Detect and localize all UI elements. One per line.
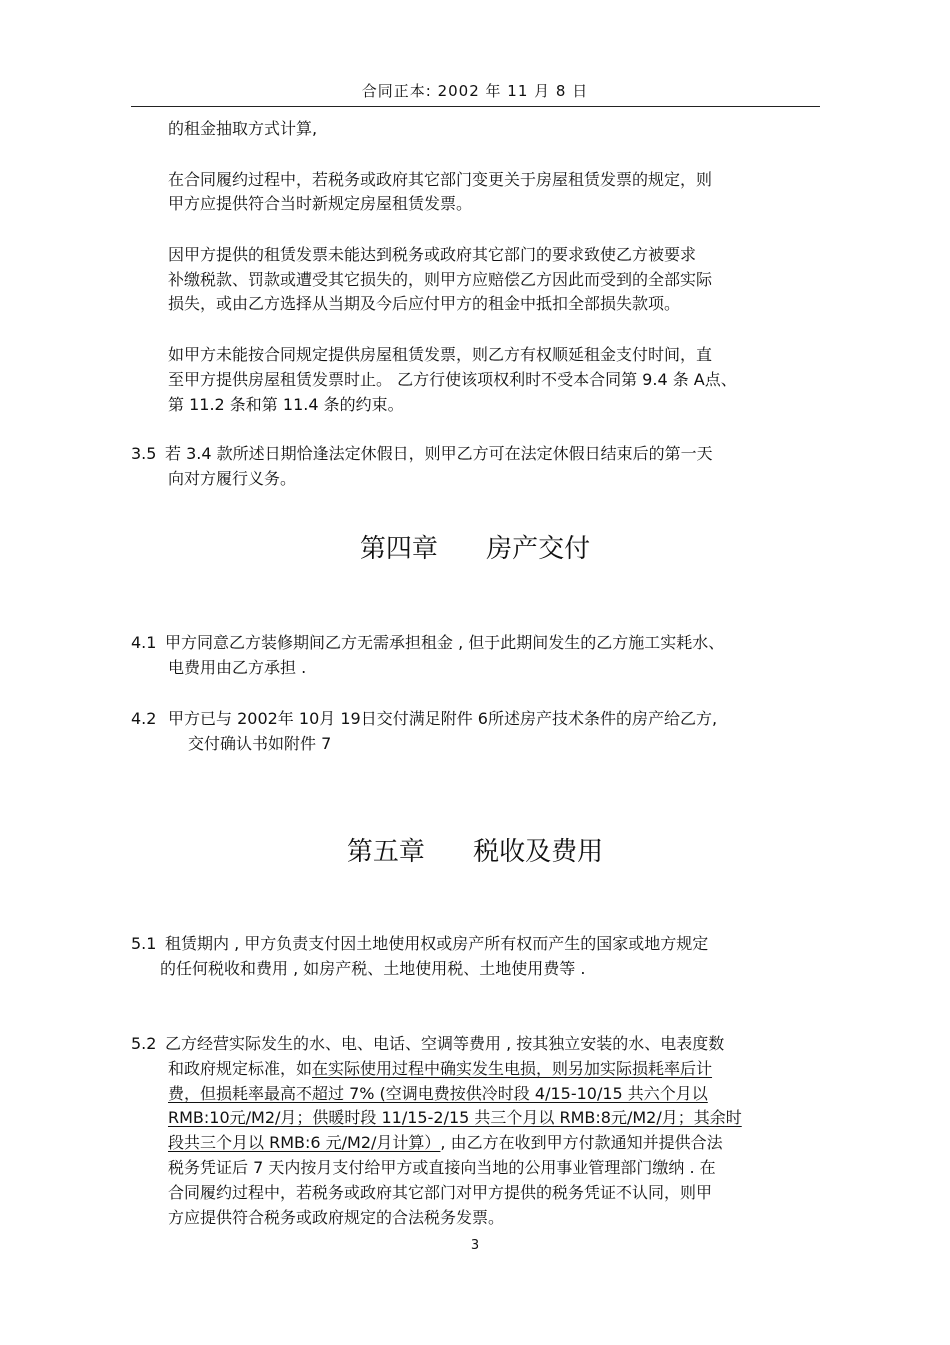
chapter-heading: 第五章 税收及费用 [346, 837, 604, 867]
clause-text: 交付确认书如附件 7 [188, 734, 332, 753]
page-number: 3 [470, 1238, 480, 1253]
clause-number: 5.1 [131, 934, 157, 953]
clause-text: 合同履约过程中，若税务或政府其它部门对甲方提供的税务凭证不认同，则甲 [168, 1183, 713, 1202]
clause-text: 甲方同意乙方装修期间乙方无需承担租金 , 但于此期间发生的乙方施工实耗水、 [165, 633, 725, 652]
body-line: 甲方应提供符合当时新规定房屋租赁发票。 [168, 194, 473, 213]
body-line: 损失，或由乙方选择从当期及今后应付甲方的租金中抵扣全部损失款项。 [168, 294, 681, 313]
clause-text-part: 和政府规定标准，如 [168, 1059, 313, 1078]
underlined-text: 段共三个月以 RMB:6 元/M2/月计算） [168, 1133, 441, 1152]
clause-text: 的任何税收和费用 , 如房产税、土地使用税、土地使用费等 . [160, 959, 586, 978]
body-line: 如甲方未能按合同规定提供房屋租赁发票，则乙方有权顺延租金支付时间，直 [168, 345, 713, 364]
underlined-text: RMB:10元/M2/月；供暖时段 11/15-2/15 共三个月以 RMB:8元/M2/月；其余时 [168, 1108, 742, 1127]
document-header: 合同正本: 2002 年 11 月 8 日 [361, 82, 589, 100]
clause-text [168, 1132, 723, 1154]
clause-text: 租赁期内 , 甲方负责支付因土地使用权或房产所有权而产生的国家或地方规定 [165, 934, 709, 953]
clause-number: 4.1 [131, 633, 157, 652]
clause-number: 5.2 [131, 1034, 157, 1053]
clause-number: 3.5 [131, 444, 157, 463]
body-line: 在合同履约过程中，若税务或政府其它部门变更关于房屋租赁发票的规定，则 [168, 170, 713, 189]
clause-number: 4.2 [131, 709, 157, 728]
clause-text: 方应提供符合税务或政府规定的合法税务发票。 [168, 1208, 505, 1227]
underlined-text: 在实际使用过程中确实发生电损，则另加实际损耗率后计 [312, 1059, 713, 1078]
body-line: 第 11.2 条和第 11.4 条的约束。 [168, 395, 404, 414]
clause-text: 向对方履行义务。 [168, 469, 297, 488]
body-line: 补缴税款、罚款或遭受其它损失的，则甲方应赔偿乙方因此而受到的全部实际 [168, 270, 713, 289]
chapter-heading: 第四章 房产交付 [359, 534, 591, 564]
underlined-text: 费，但损耗率最高不超过 7% (空调电费按供冷时段 4/15-10/15 共六个月以 [168, 1084, 708, 1103]
body-line: 因甲方提供的租赁发票未能达到税务或政府其它部门的要求致使乙方被要求 [168, 245, 697, 264]
body-line: 的租金抽取方式计算, [168, 119, 318, 138]
clause-text: 甲方已与 2002年 10月 19日交付满足附件 6所述房产技术条件的房产给乙方, [168, 709, 718, 728]
clause-text: 若 3.4 款所述日期恰逢法定休假日，则甲乙方可在法定休假日结束后的第一天 [165, 444, 713, 463]
clause-text: 乙方经营实际发生的水、电、电话、空调等费用 , 按其独立安装的水、电表度数 [165, 1034, 725, 1053]
clause-text: 税务凭证后 7 天内按月支付给甲方或直接向当地的公用事业管理部门缴纳 . 在 [168, 1158, 716, 1177]
clause-text-part: , 由乙方在收到甲方付款通知并提供合法 [440, 1133, 723, 1152]
clause-text [168, 1058, 712, 1080]
body-line: 至甲方提供房屋租赁发票时止。 乙方行使该项权利时不受本合同第 9.4 条 A点、 [168, 370, 737, 389]
clause-text: 电费用由乙方承担 . [168, 658, 307, 677]
header-divider [131, 106, 820, 107]
